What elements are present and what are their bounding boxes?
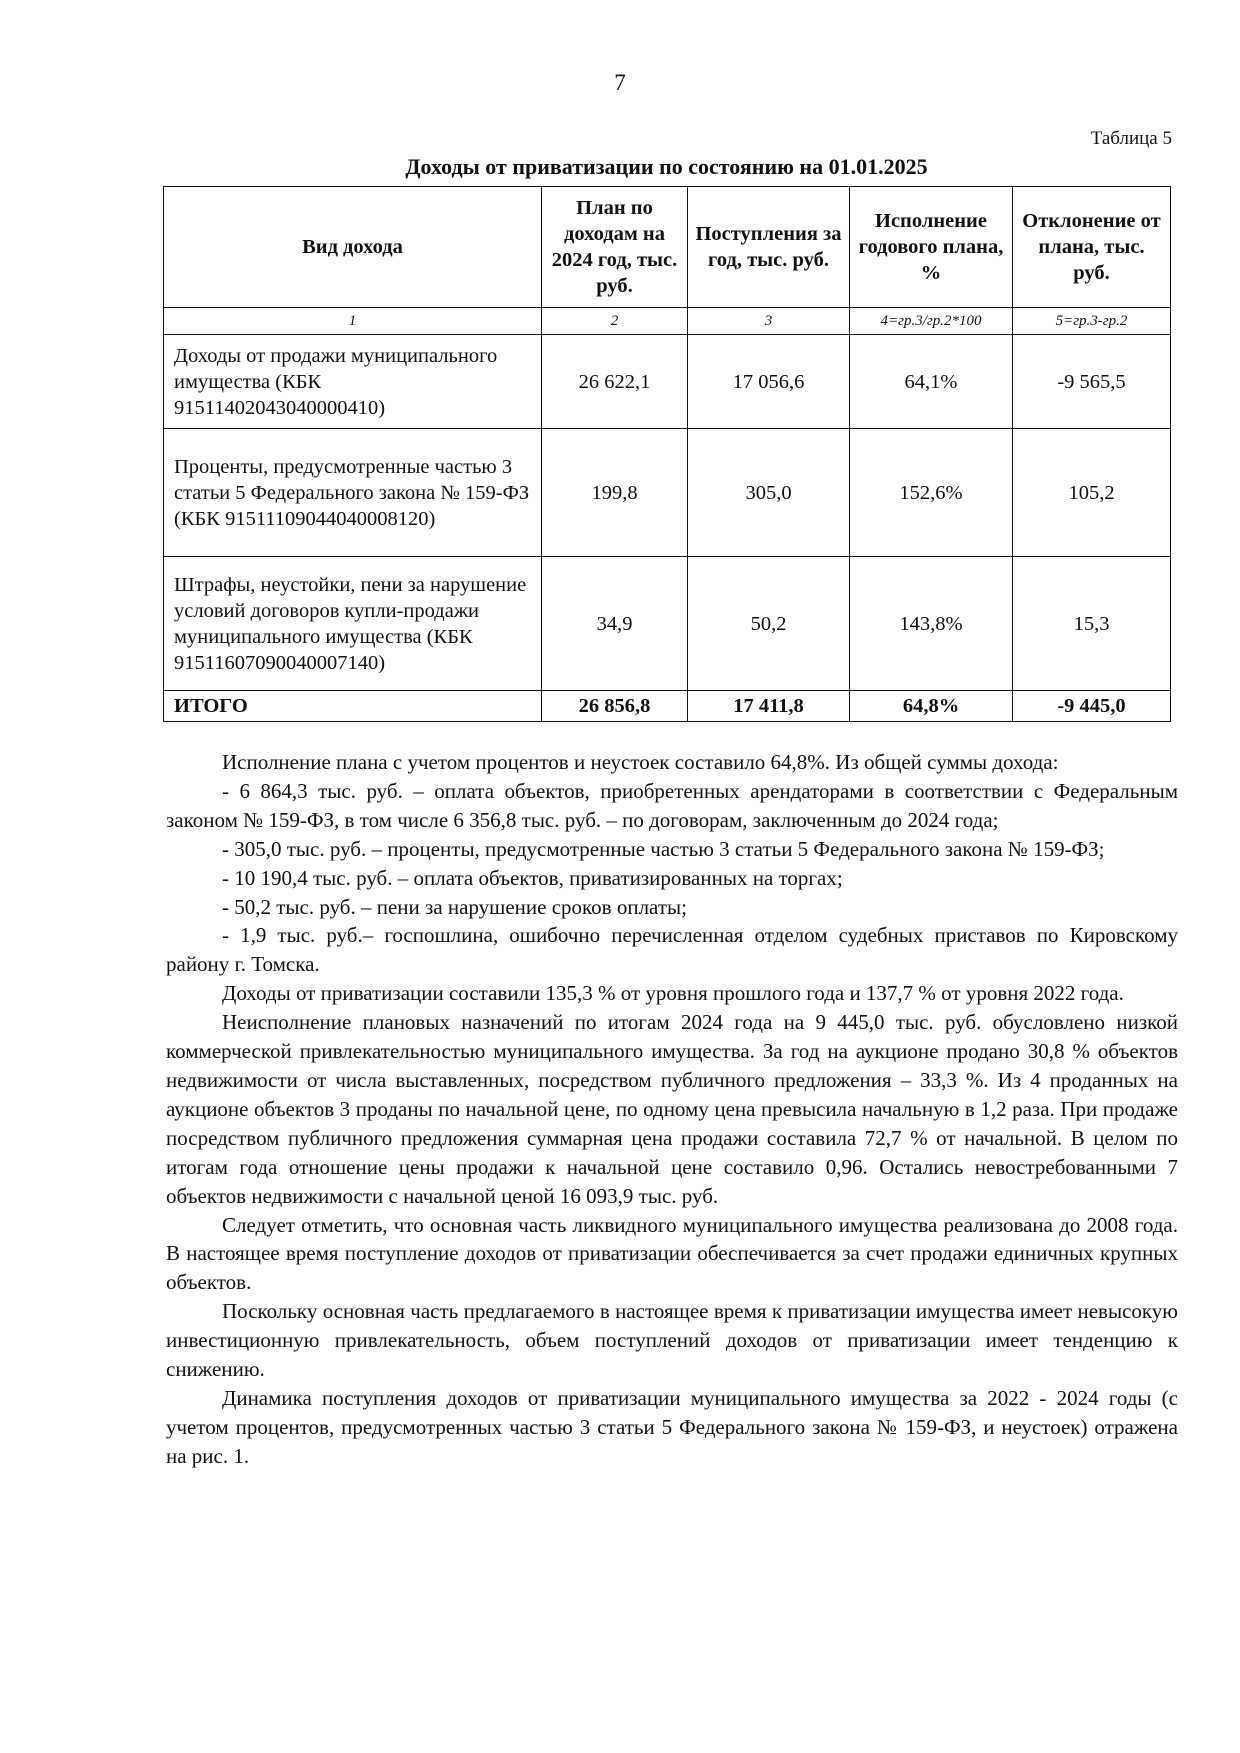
header-plan: План по доходам на 2024 год, тыс. руб. <box>542 187 688 308</box>
table-row <box>164 557 1171 691</box>
income-type-cell: Проценты, предусмотренные частью 3 статьи 5 Федерального закона № 159-ФЗ (КБК 91511109044040008120) <box>164 429 542 557</box>
column-number-row <box>164 308 1171 335</box>
paragraph: Исполнение плана с учетом процентов и неустоек составило 64,8%. Из общей суммы дохода: <box>222 750 1059 774</box>
list-item: - 10 190,4 тыс. руб. – оплата объектов, приватизированных на торгах; <box>222 865 843 890</box>
deviation-cell: 15,3 <box>1013 557 1171 691</box>
deviation-cell: 105,2 <box>1013 429 1171 557</box>
paragraph: Динамика поступления доходов от приватизации муниципального имущества за 2022 - 2024 годы (с учетом процентов, предусмотренных частью 3 статьи 5 Федерального закона № 159-ФЗ, и неустоек) отражена на рис. 1. <box>166 1385 1178 1468</box>
paragraph: Следует отметить, что основная часть ликвидного муниципального имущества реализована до 2008 года. В настоящее время поступление доходов от приватизации обеспечивается за счет продажи единичных крупных объектов. <box>166 1212 1178 1295</box>
execution-cell: 152,6% <box>850 429 1013 557</box>
header-receipts: Поступления за год, тыс. руб. <box>688 187 850 308</box>
table-row <box>164 335 1171 429</box>
column-number: 1 <box>164 308 542 335</box>
list-item: - 50,2 тыс. руб. – пени за нарушение сроков оплаты; <box>222 894 687 919</box>
execution-cell: 64,1% <box>850 335 1013 429</box>
column-number: 3 <box>688 308 850 335</box>
page-number: 7 <box>614 70 626 95</box>
table-title: Доходы от приватизации по состоянию на 01.01.2025 <box>405 154 928 179</box>
header-execution: Исполнение годового плана, % <box>850 187 1013 308</box>
income-type-cell: Доходы от продажи муниципального имущества (КБК 91511402043040000410) <box>164 335 542 429</box>
deviation-cell: -9 565,5 <box>1013 335 1171 429</box>
header-income-type: Вид дохода <box>164 187 542 308</box>
total-receipts: 17 411,8 <box>688 691 850 722</box>
list-item: - 6 864,3 тыс. руб. – оплата объектов, приобретенных арендаторами в соответствии с Федеральным законом № 159-ФЗ, в том числе 6 356,8 тыс. руб. – по договорам, заключенным до 2024 года; <box>166 778 1178 832</box>
paragraph: Поскольку основная часть предлагаемого в настоящее время к приватизации имущества имеет невысокую инвестиционную привлекательность, объем поступлений доходов от приватизации имеет тенденцию к снижению. <box>166 1299 1178 1382</box>
receipts-cell: 50,2 <box>688 557 850 691</box>
total-label: ИТОГО <box>164 691 542 722</box>
income-type-cell: Штрафы, неустойки, пени за нарушение условий договоров купли-продажи муниципального имущества (КБК 91511607090040007140) <box>164 557 542 691</box>
column-number: 2 <box>542 308 688 335</box>
total-row <box>164 691 1171 722</box>
header-deviation: Отклонение от плана, тыс. руб. <box>1013 187 1171 308</box>
plan-cell: 199,8 <box>542 429 688 557</box>
total-execution: 64,8% <box>850 691 1013 722</box>
receipts-cell: 305,0 <box>688 429 850 557</box>
plan-cell: 26 622,1 <box>542 335 688 429</box>
table-header-row <box>164 187 1171 308</box>
receipts-cell: 17 056,6 <box>688 335 850 429</box>
list-item: - 1,9 тыс. руб.– госпошлина, ошибочно перечисленная отделом судебных приставов по Кировскому району г. Томска. <box>166 923 1178 977</box>
paragraph: Неисполнение плановых назначений по итогам 2024 года на 9 445,0 тыс. руб. обусловлено низкой коммерческой привлекательностью муниципального имущества. За год на аукционе продано 30,8 % объектов недвижимости от числа выставленных, посредством публичного предложения – 33,3 %. Из 4 проданных на аукционе объектов 3 проданы по начальной цене, по одному цена превысила начальную в 1,2 раза. При продаже посредством публичного предложения суммарная цена продажи составила 72,7 % от начальной. В целом по итогам года отношение цены продажи к начальной цене составило 0,96. Остались невостребованными 7 объектов недвижимости с начальной ценой 16 093,9 тыс. руб. <box>166 1010 1178 1208</box>
table-row <box>164 429 1171 557</box>
paragraph: Доходы от приватизации составили 135,3 % от уровня прошлого года и 137,7 % от уровня 2022 года. <box>222 981 1124 1006</box>
total-plan: 26 856,8 <box>542 691 688 722</box>
plan-cell: 34,9 <box>542 557 688 691</box>
column-number: 5=гр.3-гр.2 <box>1013 308 1171 335</box>
column-number: 4=гр.3/гр.2*100 <box>850 308 1013 335</box>
privatization-income-table <box>163 186 1171 722</box>
body-text <box>166 748 1178 1471</box>
execution-cell: 143,8% <box>850 557 1013 691</box>
list-item: - 305,0 тыс. руб. – проценты, предусмотренные частью 3 статьи 5 Федерального закона № 159-ФЗ; <box>222 836 1105 861</box>
total-deviation: -9 445,0 <box>1013 691 1171 722</box>
table-label: Таблица 5 <box>1090 128 1172 149</box>
